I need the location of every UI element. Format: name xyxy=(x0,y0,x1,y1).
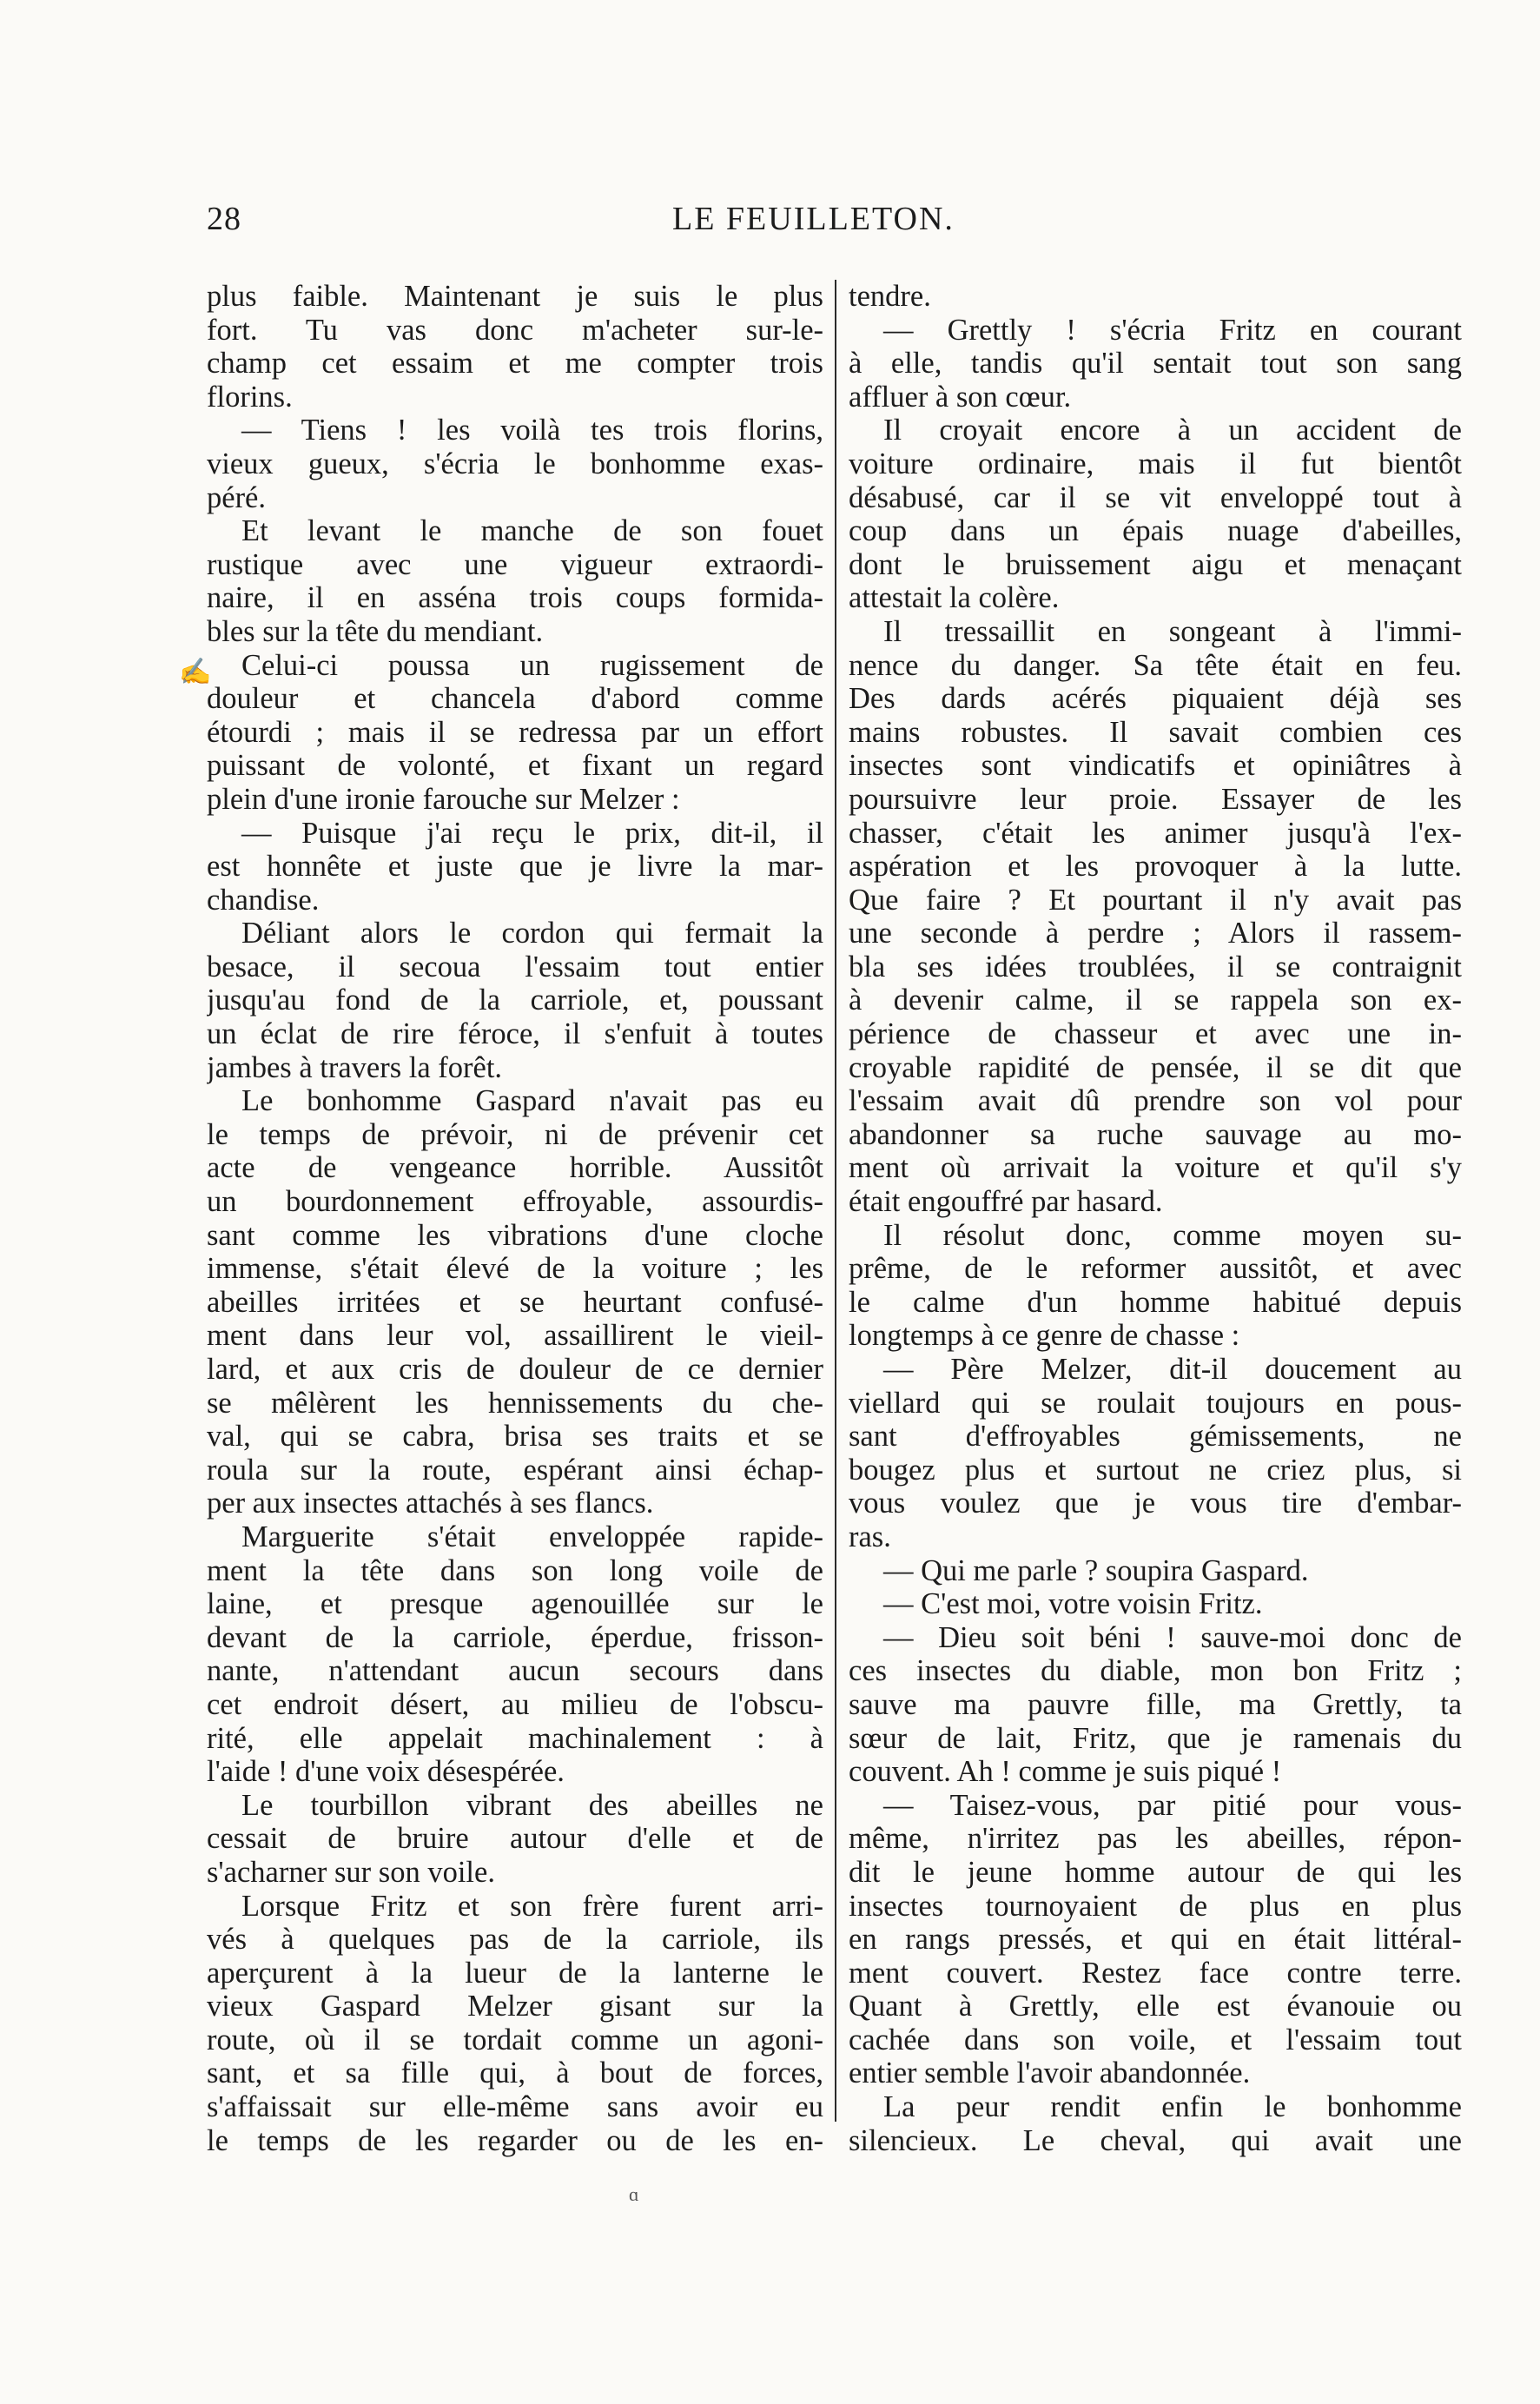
text-line: aperçurent à la lueur de la lanterne le xyxy=(207,1956,823,1990)
text-line: le temps de les regarder ou de les en- xyxy=(207,2123,823,2157)
text-line: jambes à travers la forêt. xyxy=(207,1050,503,1084)
text-line: viellard qui se roulait toujours en pous- xyxy=(849,1386,1462,1420)
text-line: un éclat de rire féroce, il s'enfuit à toutes xyxy=(207,1017,823,1051)
text-line: voiture ordinaire, mais il fut bientôt xyxy=(849,447,1462,480)
text-line: route, où il se tordait comme un agoni- xyxy=(207,2023,823,2056)
text-line: bles sur la tête du mendiant. xyxy=(207,614,544,648)
text-line: Et levant le manche de son fouet xyxy=(241,514,823,548)
text-line: poursuivre leur proie. Essayer de les xyxy=(849,782,1462,816)
text-line: bla ses idées troublées, il se contraignit xyxy=(849,950,1462,983)
text-line: coup dans un épais nuage d'abeilles, xyxy=(849,514,1462,548)
text-line: cachée dans son voile, et l'essaim tout xyxy=(849,2023,1462,2056)
text-line: ces insectes du diable, mon bon Fritz ; xyxy=(849,1654,1462,1688)
text-line: prême, de le reformer aussitôt, et avec xyxy=(849,1252,1462,1286)
text-line: ment couvert. Restez face contre terre. xyxy=(849,1956,1462,1990)
text-line: per aux insectes attachés à ses flancs. xyxy=(207,1487,654,1520)
text-line: devant de la carriole, éperdue, frisson- xyxy=(207,1620,823,1654)
text-line: — Qui me parle ? soupira Gaspard. xyxy=(883,1553,1309,1587)
text-line: entier semble l'avoir abandonnée. xyxy=(849,2056,1251,2090)
text-line: — Père Melzer, dit-il doucement au xyxy=(883,1353,1462,1386)
text-line: attestait la colère. xyxy=(849,581,1060,615)
text-line: sant comme les vibrations d'une cloche xyxy=(207,1218,823,1252)
text-line: croyable rapidité de pensée, il se dit que xyxy=(849,1050,1462,1084)
text-line: s'affaissait sur elle-même sans avoir eu xyxy=(207,2090,823,2124)
text-line: rité, elle appelait machinalement : à xyxy=(207,1721,823,1755)
text-line: chandise. xyxy=(207,883,320,917)
text-line: l'essaim avait dû prendre son vol pour xyxy=(849,1084,1462,1118)
text-line: aspération et les provoquer à la lutte. xyxy=(849,850,1462,884)
text-line: Il tressaillit en songeant à l'immi- xyxy=(883,614,1462,648)
text-line: puissant de volonté, et fixant un regard xyxy=(207,749,823,783)
text-line: nante, n'attendant aucun secours dans xyxy=(207,1654,823,1688)
text-line: Il résolut donc, comme moyen su- xyxy=(883,1218,1462,1252)
text-line: l'aide ! d'une voix désespérée. xyxy=(207,1755,565,1789)
text-line: insectes sont vindicatifs et opiniâtres à xyxy=(849,749,1462,783)
text-line: sant d'effroyables gémissements, ne xyxy=(849,1420,1462,1454)
text-line: longtemps à ce genre de chasse : xyxy=(849,1319,1240,1353)
text-line: tendre. xyxy=(849,280,931,313)
text-line: abandonner sa ruche sauvage au mo- xyxy=(849,1117,1462,1151)
text-line: rustique avec une vigueur extraordi- xyxy=(207,547,823,581)
text-line: — Taisez-vous, par pitié pour vous- xyxy=(883,1788,1462,1822)
text-line: vous voulez que je vous tire d'embar- xyxy=(849,1487,1462,1520)
text-line: abeilles irritées et se heurtant confusé- xyxy=(207,1285,823,1319)
text-line: val, qui se cabra, brisa ses traits et se xyxy=(207,1420,823,1454)
text-line: dont le bruissement aigu et menaçant xyxy=(849,547,1462,581)
text-line: péré. xyxy=(207,480,266,514)
text-line: mains robustes. Il savait combien ces xyxy=(849,715,1462,749)
text-line: sant, et sa fille qui, à bout de forces, xyxy=(207,2056,823,2090)
text-line: dit le jeune homme autour de qui les xyxy=(849,1855,1462,1889)
text-column-right xyxy=(849,280,1462,2156)
page-number: 28 xyxy=(207,201,241,237)
text-line: Le tourbillon vibrant des abeilles ne xyxy=(241,1788,823,1822)
text-line: besace, il secoua l'essaim tout entier xyxy=(207,950,823,983)
text-line: un bourdonnement effroyable, assourdis- xyxy=(207,1185,823,1219)
text-line: laine, et presque agenouillée sur le xyxy=(207,1587,823,1621)
text-line: chasser, c'était les animer jusqu'à l'ex- xyxy=(849,816,1462,850)
text-line: ment la tête dans son long voile de xyxy=(207,1553,823,1587)
text-line: douleur et chancela d'abord comme xyxy=(207,682,823,716)
text-line: Celui-ci poussa un rugissement de xyxy=(241,648,823,682)
text-line: étourdi ; mais il se redressa par un effort xyxy=(207,715,823,749)
text-line: sœur de lait, Fritz, que je ramenais du xyxy=(849,1721,1462,1755)
text-line: désabusé, car il se vit enveloppé tout à xyxy=(849,480,1462,514)
text-line: acte de vengeance horrible. Aussitôt xyxy=(207,1151,823,1185)
text-line: — Dieu soit béni ! sauve-moi donc de xyxy=(883,1620,1462,1654)
text-column-left xyxy=(207,280,823,2156)
text-line: insectes tournoyaient de plus en plus xyxy=(849,1889,1462,1923)
text-line: — Grettly ! s'écria Fritz en courant xyxy=(883,313,1462,347)
text-line: vieux Gaspard Melzer gisant sur la xyxy=(207,1990,823,2023)
text-line: Lorsque Fritz et son frère furent arri- xyxy=(241,1889,823,1923)
text-line: en rangs pressés, et qui en était littéral- xyxy=(849,1923,1462,1957)
text-line: cet endroit désert, au milieu de l'obscu- xyxy=(207,1687,823,1721)
text-line: à devenir calme, il se rappela son ex- xyxy=(849,983,1462,1017)
text-line: ment où arrivait la voiture et qu'il s'y xyxy=(849,1151,1462,1185)
text-line: vés à quelques pas de la carriole, ils xyxy=(207,1923,823,1957)
running-title: LE FEUILLETON. xyxy=(672,201,955,237)
text-line: lard, et aux cris de douleur de ce dernier xyxy=(207,1353,823,1386)
text-line: vieux gueux, s'écria le bonhomme exas- xyxy=(207,447,823,480)
text-line: — Tiens ! les voilà tes trois florins, xyxy=(241,414,823,447)
text-line: se mêlèrent les hennissements du che- xyxy=(207,1386,823,1420)
text-line: ras. xyxy=(849,1520,891,1553)
text-line: — C'est moi, votre voisin Fritz. xyxy=(883,1587,1263,1621)
text-line: naire, il en asséna trois coups formida- xyxy=(207,581,823,615)
text-line: Marguerite s'était enveloppée rapide- xyxy=(241,1520,823,1553)
margin-annotation-mark: ✍ xyxy=(179,658,212,686)
text-line: fort. Tu vas donc m'acheter sur-le- xyxy=(207,313,823,347)
text-line: sauve ma pauvre fille, ma Grettly, ta xyxy=(849,1687,1462,1721)
text-line: Que faire ? Et pourtant il n'y avait pas xyxy=(849,883,1462,917)
text-line: ment dans leur vol, assaillirent le vieil- xyxy=(207,1319,823,1353)
text-line: une seconde à perdre ; Alors il rassem- xyxy=(849,917,1462,950)
text-line: Il croyait encore à un accident de xyxy=(883,414,1462,447)
text-line: champ cet essaim et me compter trois xyxy=(207,347,823,381)
text-line: même, n'irritez pas les abeilles, répon- xyxy=(849,1822,1462,1856)
text-line: immense, s'était élevé de la voiture ; les xyxy=(207,1252,823,1286)
text-line: plein d'une ironie farouche sur Melzer : xyxy=(207,782,680,816)
text-line: La peur rendit enfin le bonhomme xyxy=(883,2090,1462,2124)
page-header xyxy=(207,200,1468,252)
text-line: silencieux. Le cheval, qui avait une xyxy=(849,2123,1462,2157)
text-line: le calme d'un homme habitué depuis xyxy=(849,1285,1462,1319)
text-line: florins. xyxy=(207,380,293,414)
text-line: couvent. Ah ! comme je suis piqué ! xyxy=(849,1755,1282,1789)
text-line: Quant à Grettly, elle est évanouie ou xyxy=(849,1990,1462,2023)
text-line: à elle, tandis qu'il sentait tout son sang xyxy=(849,347,1462,381)
text-line: le temps de prévoir, ni de prévenir cet xyxy=(207,1117,823,1151)
text-line: jusqu'au fond de la carriole, et, poussant xyxy=(207,983,823,1017)
text-line: — Puisque j'ai reçu le prix, dit-il, il xyxy=(241,816,823,850)
text-line: roula sur la route, espérant ainsi échap- xyxy=(207,1453,823,1487)
footer-mark: ɑ xyxy=(629,2183,639,2205)
text-line: s'acharner sur son voile. xyxy=(207,1855,495,1889)
column-divider xyxy=(835,280,836,2122)
text-line: plus faible. Maintenant je suis le plus xyxy=(207,280,823,313)
text-line: est honnête et juste que je livre la mar- xyxy=(207,850,823,884)
text-line: périence de chasseur et avec une in- xyxy=(849,1017,1462,1051)
text-line: était engouffré par hasard. xyxy=(849,1185,1163,1219)
text-line: bougez plus et surtout ne criez plus, si xyxy=(849,1453,1462,1487)
text-line: Déliant alors le cordon qui fermait la xyxy=(241,917,823,950)
text-line: Des dards acérés piquaient déjà ses xyxy=(849,682,1462,716)
text-line: nence du danger. Sa tête était en feu. xyxy=(849,648,1462,682)
text-line: affluer à son cœur. xyxy=(849,380,1072,414)
text-line: Le bonhomme Gaspard n'avait pas eu xyxy=(241,1084,823,1118)
text-line: cessait de bruire autour d'elle et de xyxy=(207,1822,823,1856)
